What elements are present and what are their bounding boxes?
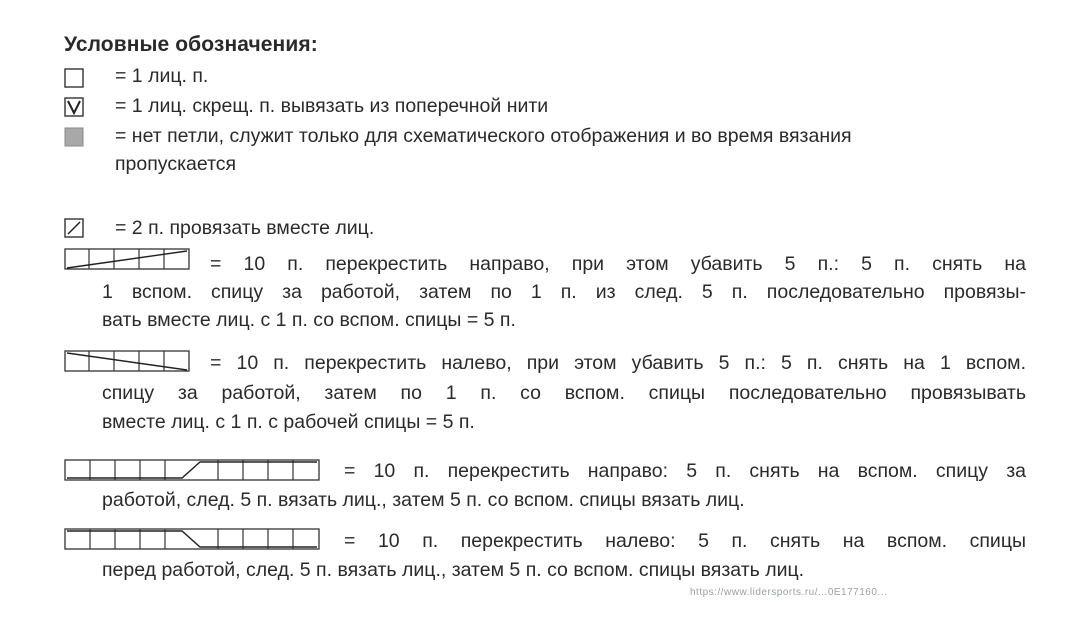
legend-entry-cross-left-decrease: [64, 344, 1044, 444]
legend-entry-cable-left: [64, 522, 1044, 594]
cable-right-icon: [64, 459, 320, 481]
legend-entry-twisted-knit: [64, 90, 1044, 120]
legend-text: = 10 п. перекрестить направо, при этом убавить 5 п.: 5 п. снять на: [210, 253, 1026, 275]
watermark: https://www.lidersports.ru/...0E177160...: [690, 587, 888, 598]
legend-text: = 10 п. перекрестить направо: 5 п. снять на вспом. спицу за: [344, 460, 1026, 482]
legend-text: = 10 п. перекрестить налево: 5 п. снять на вспом. спицы: [344, 530, 1026, 552]
legend-entry-cross-right-decrease: [64, 242, 1044, 342]
legend-text: = 10 п. перекрестить налево, при этом убавить 5 п.: 5 п. снять на 1 вспом.: [210, 352, 1026, 374]
knitting-legend: [64, 0, 1054, 633]
legend-text: вать вместе лиц. с 1 п. со вспом. спицы = 5 п.: [102, 309, 516, 331]
legend-text: = 1 лиц. скрещ. п. вывязать из поперечной нити: [115, 95, 549, 117]
legend-text: вместе лиц. с 1 п. с рабочей спицы = 5 п.: [102, 411, 475, 433]
v-square-icon: [64, 97, 84, 117]
legend-entry-knit: [64, 60, 1044, 90]
legend-text: = 2 п. провязать вместе лиц.: [115, 217, 375, 239]
legend-entry-no-stitch: [64, 120, 1044, 200]
legend-entry-k2tog: [64, 212, 1044, 242]
legend-title: Условные обозначения:: [64, 33, 318, 56]
slash-square-icon: [64, 218, 84, 238]
legend-text: = 1 лиц. п.: [115, 65, 209, 87]
cable-left-icon: [64, 528, 320, 550]
legend-text: = нет петли, служит только для схематического отображения и во время вязания: [115, 125, 852, 147]
legend-text: пропускается: [115, 153, 237, 175]
legend-text: 1 вспом. спицу за работой, затем по 1 п. из след. 5 п. последовательно провязы-: [102, 281, 1026, 303]
cross-left-decrease-icon: [64, 350, 190, 372]
legend-text: перед работой, след. 5 п. вязать лиц., затем 5 п. со вспом. спицы вязать лиц.: [102, 559, 805, 581]
legend-text: работой, след. 5 п. вязать лиц., затем 5 п. со вспом. спицы вязать лиц.: [102, 489, 745, 511]
cross-right-decrease-icon: [64, 248, 190, 270]
legend-entry-cable-right: [64, 452, 1044, 522]
empty-square-icon: [64, 68, 84, 88]
gray-square-icon: [64, 127, 84, 147]
legend-text: спицу за работой, затем по 1 п. со вспом. спицы последовательно провязывать: [102, 382, 1026, 404]
